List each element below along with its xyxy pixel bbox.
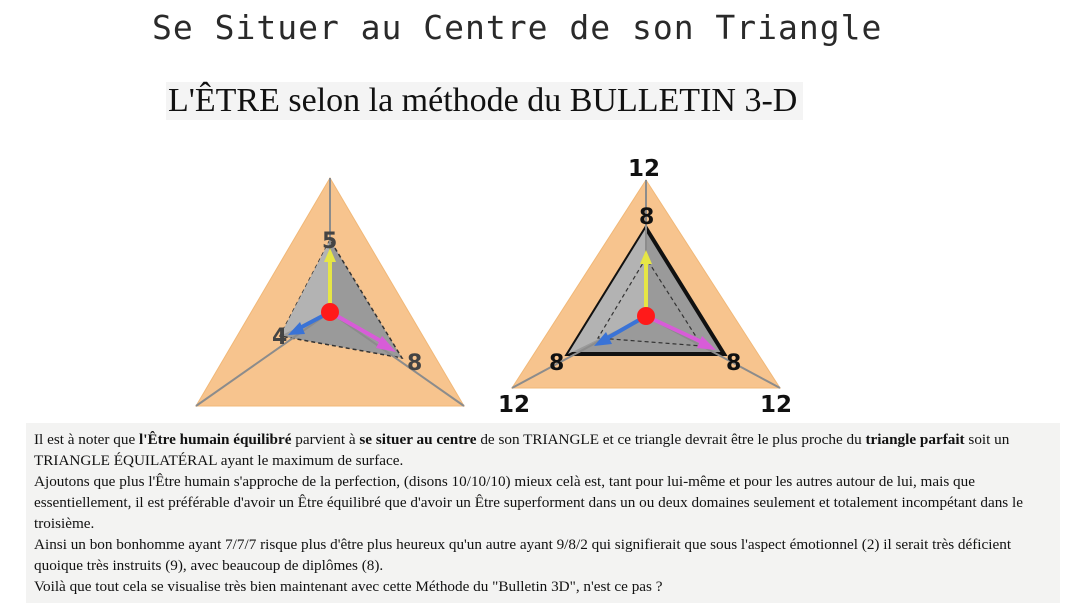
left-label-right: 8	[407, 351, 423, 376]
left-label-left: 4	[272, 325, 288, 350]
right-outer-label-right: 12	[760, 392, 793, 418]
paragraph-3: Ainsi un bon bonhomme ayant 7/7/7 risque plus d'être plus heureux qu'un autre ayant 9/8/2 qui signifierait que sous l'aspect émotionnel (2) il serait très déficient quoique très instruits (9), avec beaucoup de diplômes (8).	[34, 536, 1012, 574]
page-title: Se Situer au Centre de son Triangle	[152, 8, 883, 47]
right-inner-label-right: 8	[726, 351, 742, 376]
explanation-text	[26, 423, 1060, 603]
left-center-dot	[321, 303, 339, 321]
left-label-top: 5	[322, 229, 338, 254]
paragraph-1: Il est à noter que l'Être humain équilibré parvient à se situer au centre de son TRIANGLE et ce triangle devrait être le plus proche du triangle parfait soit un TRIANGLE ÉQUILATÉRAL ayant le maximum de surface.	[34, 431, 1010, 469]
triangle-diagrams	[0, 140, 1068, 420]
right-inner-label-top: 8	[639, 205, 655, 230]
paragraph-4: Voilà que tout cela se visualise très bien maintenant avec cette Méthode du "Bulletin 3D", n'est ce pas ?	[34, 578, 663, 595]
right-outer-label-top: 12	[628, 156, 661, 182]
right-outer-label-left: 12	[498, 392, 531, 418]
left-triangle-diagram	[196, 178, 464, 406]
right-center-dot	[637, 307, 655, 325]
right-triangle-diagram	[498, 156, 792, 418]
paragraph-2: Ajoutons que plus l'Être humain s'approche de la perfection, (disons 10/10/10) mieux celà est, tant pour lui-même et pour les autres autour de lui, mais que essentiellement, il est préférable d'avoir un Être équilibré que d'avoir un Être superforment dans un ou deux domaines seulement et totalement incompétant dans le troisième.	[34, 473, 1023, 532]
right-inner-label-left: 8	[549, 351, 565, 376]
page-subtitle: L'ÊTRE selon la méthode du BULLETIN 3-D	[166, 82, 803, 120]
